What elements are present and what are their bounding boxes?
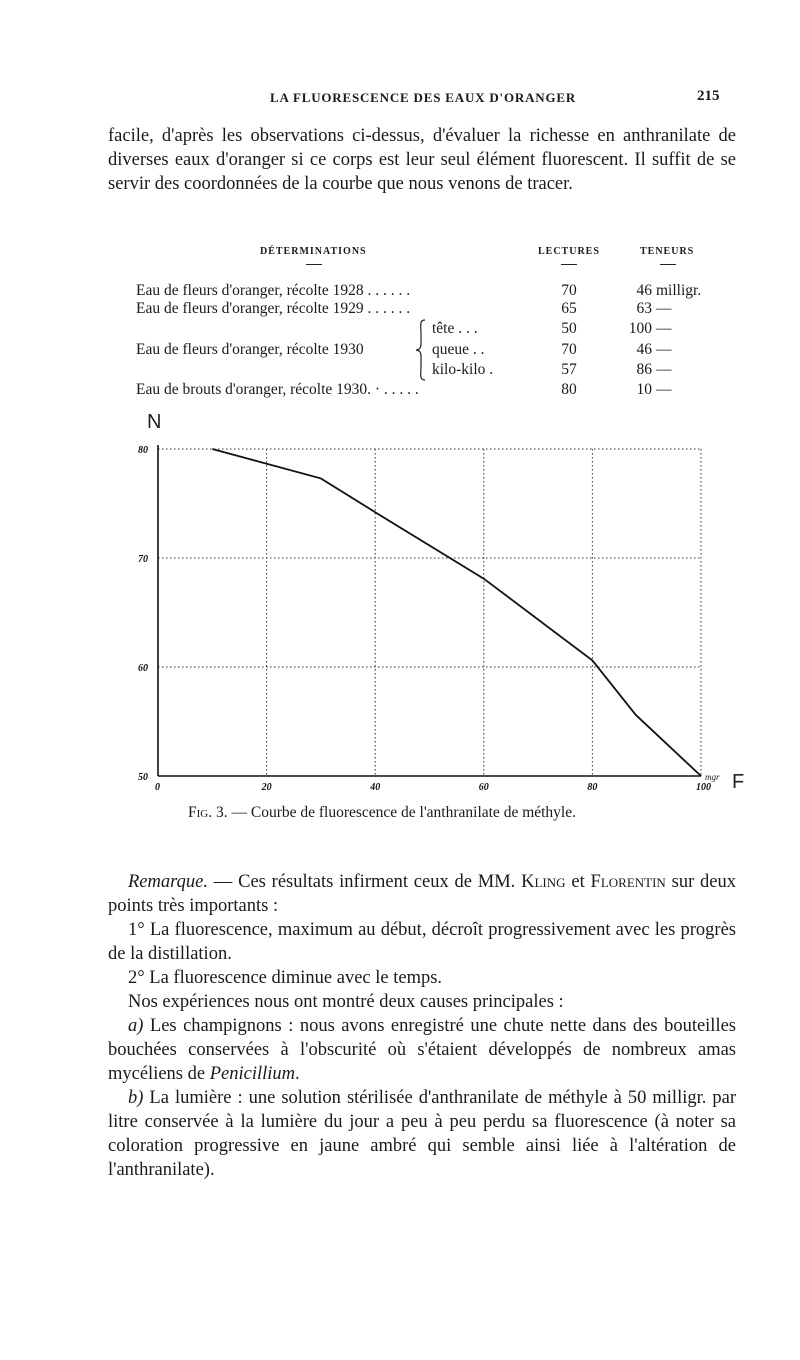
x-axis-letter: F	[732, 771, 745, 793]
cause-text: .	[295, 1064, 300, 1084]
caption-text: — Courbe de fluorescence de l'anthranilate de méthyle.	[227, 804, 576, 821]
x-tick-label: 60	[478, 782, 489, 793]
x-axis-unit: mgr	[705, 772, 720, 782]
table-header-teneurs: TENEURS	[640, 246, 695, 257]
causes-intro: Nos expériences nous ont montré deux causes principales :	[128, 992, 564, 1012]
intro-paragraph: facile, d'après les observations ci-dessus, d'évaluer la richesse en anthranilate de diverses eaux d'oranger si ce corps est leur seul élément fluorescent. Il suffit de se servir des coordonnées de la courbe que nous venons de tracer.	[108, 126, 736, 194]
row-teneur: 46	[636, 341, 652, 358]
remarque-text: — Ces résultats infirment ceux de MM.	[207, 872, 522, 892]
running-title: LA FLUORESCENCE DES EAUX D'ORANGER	[270, 90, 577, 105]
chart-grid	[158, 449, 701, 776]
row-teneur: 10	[636, 381, 652, 398]
x-tick-label: 100	[696, 782, 711, 793]
author-name: Florentin	[590, 872, 666, 892]
cause-a-paragraph	[108, 1014, 736, 1086]
y-tick-label: 70	[138, 554, 148, 565]
figure-label: Fig. 3.	[188, 804, 228, 821]
row-unit: —	[656, 381, 672, 398]
cause-text: Les champignons : nous avons enregistré une chute nette dans des bouteilles bouchées conservées à l'obscurité où s'étaient développés de nombreux amas mycéliens de	[108, 1016, 736, 1084]
row-label: Eau de fleurs d'oranger, récolte 1929 . . . . . .	[136, 300, 411, 317]
row-sublabel: kilo-kilo .	[432, 361, 494, 378]
author-name: Kling	[521, 872, 566, 892]
point-1: 1° La fluorescence, maximum au début, décroît progressivement avec les progrès de la distillation.	[108, 920, 736, 964]
fluorescence-curve	[212, 449, 701, 776]
x-tick-label: 0	[155, 782, 160, 793]
row-lecture: 65	[561, 300, 577, 317]
remarque-label: Remarque.	[128, 872, 208, 892]
table-header-lectures: LECTURES	[538, 246, 600, 257]
row-lecture: 70	[561, 282, 577, 299]
table-header-determinations: DÉTERMINATIONS	[260, 246, 367, 257]
genus-name: Penicillium	[209, 1064, 296, 1084]
row-label: Eau de fleurs d'oranger, récolte 1928 . . . . . .	[136, 282, 411, 299]
row-unit: —	[656, 341, 672, 358]
row-sublabel: queue . .	[432, 341, 485, 358]
cause-marker: b)	[128, 1088, 144, 1108]
row-unit: —	[656, 320, 672, 337]
row-label: Eau de brouts d'oranger, récolte 1930. · . . . . .	[136, 381, 419, 398]
chart-series	[212, 449, 701, 776]
row-teneur: 86	[636, 361, 652, 378]
x-tick-label: 40	[370, 782, 381, 793]
row-teneur: 46	[636, 282, 652, 299]
remarque-text: et	[565, 872, 591, 892]
chart-tick-labels	[138, 445, 711, 793]
row-lecture: 80	[561, 381, 577, 398]
chart-axes	[158, 445, 701, 776]
row-teneur: 63	[636, 300, 652, 317]
remarque-paragraph	[108, 870, 736, 918]
x-tick-label: 20	[261, 782, 272, 793]
row-lecture: 70	[561, 341, 577, 358]
y-tick-label: 80	[138, 445, 148, 456]
y-tick-label: 50	[138, 772, 148, 783]
row-unit: milligr.	[656, 282, 702, 299]
y-axis-letter: N	[147, 411, 162, 433]
cause-b-paragraph	[108, 1086, 736, 1182]
row-label: Eau de fleurs d'oranger, récolte 1930	[136, 341, 364, 358]
remarque-text: sur deux points très importants :	[108, 872, 737, 916]
row-teneur: 100	[628, 320, 652, 337]
figure-caption	[188, 804, 576, 822]
point-2: 2° La fluorescence diminue avec le temps.	[128, 968, 443, 988]
x-tick-label: 80	[587, 782, 598, 793]
row-lecture: 57	[561, 361, 577, 378]
page-number: 215	[697, 88, 720, 104]
row-unit: —	[656, 361, 672, 378]
row-sublabel: tête . . .	[432, 320, 478, 337]
cause-text: La lumière : une solution stérilisée d'anthranilate de méthyle à 50 milligr. par litre conservée à la lumière du jour a peu à peu perdu sa fluorescence (à noter sa coloration progressive en jaune ambré qui semble ainsi liée à l'altération de l'anthranilate).	[108, 1088, 736, 1180]
cause-marker: a)	[128, 1016, 144, 1036]
y-tick-label: 60	[138, 663, 148, 674]
row-lecture: 50	[561, 320, 577, 337]
row-unit: —	[656, 300, 672, 317]
